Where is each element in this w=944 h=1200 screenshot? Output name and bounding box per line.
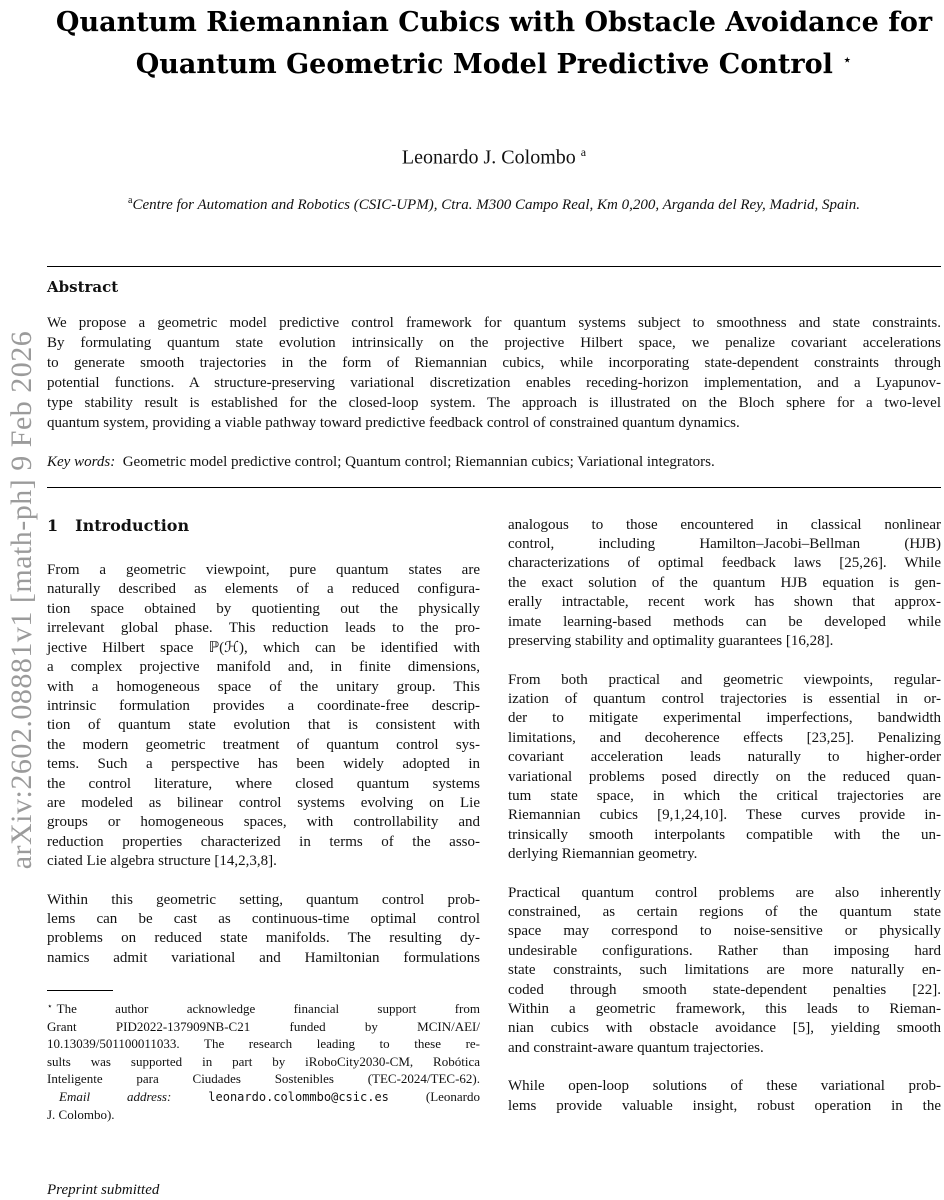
left-column-paragraphs xyxy=(47,561,480,968)
section-1-heading xyxy=(47,516,480,535)
keywords-text: Geometric model predictive control; Quantum control; Riemannian cubics; Variational integrators. xyxy=(122,453,715,470)
text-line: intrinsic formulation provides a coordinate-free descrip- xyxy=(47,697,480,714)
text-line: naturally described as elements of a reduced configura- xyxy=(47,581,480,598)
footnote-email-line xyxy=(47,1088,480,1107)
right-column xyxy=(508,516,941,1124)
text-line: Within this geometric setting, quantum control prob- xyxy=(47,891,480,908)
text-line: erally intractable, recent work has shown that approx- xyxy=(508,594,941,611)
text-line: constrained, as certain regions of the quantum state xyxy=(508,903,941,920)
text-line: type stability result is established for the closed-loop system. The approach is illustrated on the Bloch sphere for a two-level xyxy=(47,394,941,411)
text-line: Inteligente para Ciudades Sostenibles (TEC-2024/TEC-62). xyxy=(47,1071,480,1087)
text-line: jective Hilbert space ℙ(ℋ), which can be identified with xyxy=(47,639,480,656)
text-line: the modern geometric treatment of quantum control sys- xyxy=(47,736,480,753)
abstract-text xyxy=(47,313,941,433)
text-line: analogous to those encountered in classical nonlinear xyxy=(508,516,941,533)
text-line: the control literature, where closed quantum systems xyxy=(47,775,480,792)
text-line: lems can be cast as continuous-time optimal control xyxy=(47,910,480,927)
text-line: Practical quantum control problems are also inherently xyxy=(508,884,941,901)
right-column-paragraphs xyxy=(508,516,941,1116)
footnote-last-line: J. Colombo). xyxy=(47,1107,115,1123)
text-line: limitations, and decoherence effects [23,25]. Penalizing xyxy=(508,729,941,746)
email-address: leonardo.colommbo@csic.es xyxy=(208,1089,389,1104)
section-title: Introduction xyxy=(75,515,190,535)
text-line: namics admit variational and Hamiltonian formulations xyxy=(47,949,480,966)
text-line: and constraint-aware quantum trajectories. xyxy=(508,1039,764,1056)
text-line: nian cubics with obstacle avoidance [5], yielding smooth xyxy=(508,1020,941,1037)
text-line: tion of quantum state evolution that is consistent with xyxy=(47,717,480,734)
two-column-body xyxy=(47,516,941,1124)
text-line: with a homogeneous space of the unitary group. This xyxy=(47,678,480,695)
text-line: From both practical and geometric viewpoints, regular- xyxy=(508,671,941,688)
text-line: characterizations of optimal feedback laws [25,26]. While xyxy=(508,555,941,572)
text-line: tems. Such a perspective has been widely adopted in xyxy=(47,756,480,773)
email-tail: (Leonardo xyxy=(425,1088,481,1104)
preprint-footer: Preprint submitted xyxy=(47,1182,160,1198)
abstract-bottom-rule xyxy=(47,487,941,488)
section-number: 1 xyxy=(47,515,59,535)
text-line: preserving stability and optimality guarantees [16,28]. xyxy=(508,633,834,650)
affiliation-text: Centre for Automation and Robotics (CSIC-UPM), Ctra. M300 Campo Real, Km 0,200, Arganda del Rey, Madrid, Spain. xyxy=(132,196,860,213)
footnote-first-line: ⋆ The author acknowledge financial support from xyxy=(47,1001,480,1017)
title-footnote-star: ⋆ xyxy=(842,50,853,69)
paper-content xyxy=(47,0,941,1124)
paragraph xyxy=(508,884,941,1059)
text-line: coded through smooth state-dependent penalties [22]. xyxy=(508,981,941,998)
text-line: imate learning-based methods can be developed while xyxy=(508,613,941,630)
text-line: a complex projective manifold and, in finite dimensions, xyxy=(47,659,480,676)
keywords-line xyxy=(47,454,941,471)
text-line: the exact solution of the quantum HJB equation is gen- xyxy=(508,574,941,591)
title-line-1: Quantum Riemannian Cubics with Obstacle Avoidance for xyxy=(55,7,933,38)
text-line: 10.13039/501100011033. The research leading to these re- xyxy=(47,1036,480,1052)
paragraph xyxy=(47,561,480,872)
text-line: By formulating quantum state evolution intrinsically on the projective Hilbert space, we penalize covariant accelerations xyxy=(47,334,941,351)
affiliation-line xyxy=(47,195,941,214)
email-label: Email address: xyxy=(59,1088,172,1104)
text-line: variational problems posed directly on the reduced quan- xyxy=(508,768,941,785)
text-line: groups or homogeneous spaces, with controllability and xyxy=(47,814,480,831)
text-line: From a geometric viewpoint, pure quantum states are xyxy=(47,562,480,579)
paragraph xyxy=(47,891,480,969)
text-line: We propose a geometric model predictive control framework for quantum systems subject to smoothness and state constraints. xyxy=(47,314,941,331)
text-line: Within a geometric framework, this leads to Rieman- xyxy=(508,1001,941,1017)
abstract-top-rule xyxy=(47,266,941,267)
text-line: Grant PID2022-137909NB-C21 funded by MCIN/AEI/ xyxy=(47,1018,480,1034)
paragraph xyxy=(508,671,941,865)
text-line: Riemannian cubics [9,1,24,10]. These curves provide in- xyxy=(508,807,941,824)
footnote-rule xyxy=(47,990,113,991)
text-line: ization of quantum control trajectories is essential in or- xyxy=(508,690,941,707)
footnote-star-icon: ⋆ xyxy=(47,1001,53,1012)
footnote-block xyxy=(47,990,480,1124)
text-line: potential functions. A structure-preserving variational discretization enables receding-horizon implementation, and a Lyapunov- xyxy=(47,374,941,391)
text-line: irrelevant global phase. This reduction leads to the pro- xyxy=(47,620,480,637)
text-line: trinsically smooth interpolants compatible with the un- xyxy=(508,826,941,843)
text-line: space may correspond to noise-sensitive or physically xyxy=(508,923,941,940)
text-line: tion space obtained by quotienting out the physically xyxy=(47,600,480,617)
text-line: to generate smooth trajectories in the form of Riemannian cubics, while incorporating state-dependent constraints through xyxy=(47,354,941,371)
text-line: tum state space, in which the critical trajectories are xyxy=(508,787,941,804)
text-line: lems provide valuable insight, robust operation in the xyxy=(508,1097,941,1114)
text-line: problems on reduced state manifolds. The resulting dy- xyxy=(47,930,480,947)
text-line: der to mitigate experimental imperfections, bandwidth xyxy=(508,710,941,727)
title-line-2: Quantum Geometric Model Predictive Control ⋆ xyxy=(135,49,853,80)
keywords-label: Key words: xyxy=(47,453,116,470)
footnote-lines xyxy=(47,1018,480,1088)
author-line xyxy=(47,145,941,170)
text-line: While open-loop solutions of these variational prob- xyxy=(508,1078,941,1095)
paragraph xyxy=(508,516,941,652)
abstract-heading: Abstract xyxy=(47,277,119,296)
text-line: are modeled as bilinear control systems evolving on Lie xyxy=(47,794,480,811)
author-affiliation-mark: a xyxy=(580,145,587,159)
left-column xyxy=(47,516,480,1124)
text-line: reduction properties characterized in terms of the asso- xyxy=(47,833,480,850)
text-line: quantum system, providing a viable pathway toward predictive feedback control of constrained quantum dynamics. xyxy=(47,414,740,431)
arxiv-watermark: arXiv:2602.08881v1 [math-ph] 9 Feb 2026 xyxy=(5,330,38,870)
text-line: undesirable configurations. Rather than imposing hard xyxy=(508,942,941,959)
text-line: sults was supported in part by iRoboCity2030-CM, Robótica xyxy=(47,1053,480,1069)
author-name: Leonardo J. Colombo xyxy=(401,146,576,169)
paragraph xyxy=(508,1077,941,1116)
text-line: ciated Lie algebra structure [14,2,3,8]. xyxy=(47,853,277,870)
text-line: state constraints, such limitations are more naturally en- xyxy=(508,962,941,979)
text-line: derlying Riemannian geometry. xyxy=(508,846,698,863)
paper-title xyxy=(47,4,941,83)
text-line: control, including Hamilton–Jacobi–Bellman (HJB) xyxy=(508,536,941,553)
text-line: covariant acceleration leads naturally to higher-order xyxy=(508,749,941,766)
affiliation-mark: a xyxy=(128,194,133,206)
